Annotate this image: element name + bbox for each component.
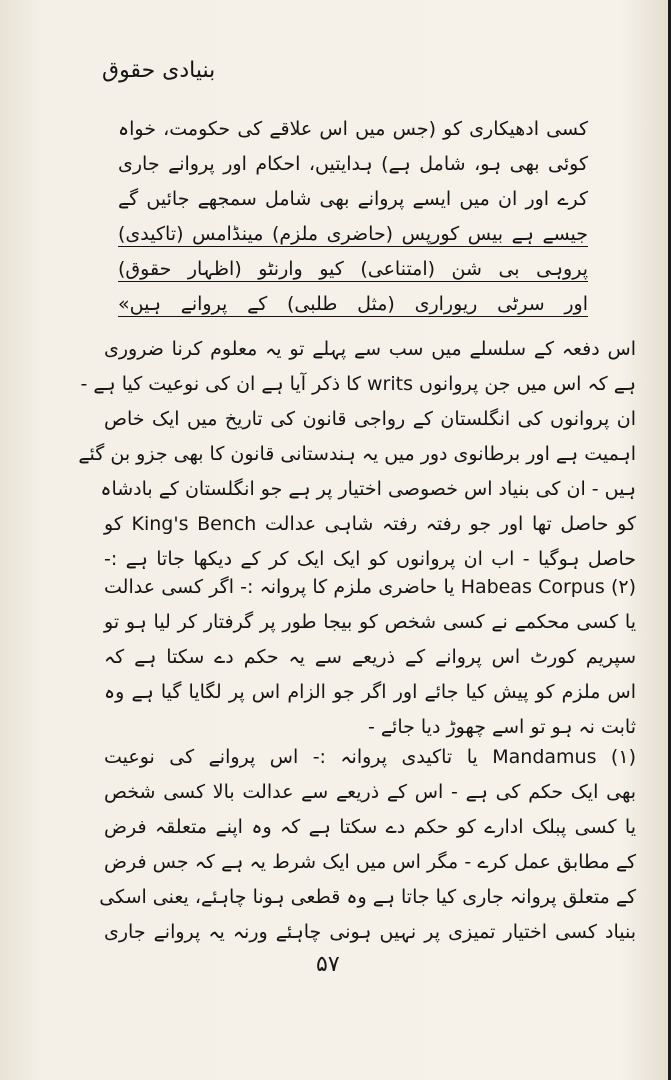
paragraph-habeas-corpus <box>104 570 636 745</box>
quote-line: جیسے ہے بیس کورپس (حاضری ملزم) مینڈامس (تاکیدی) <box>118 223 588 245</box>
text-line: حاصل ہوگیا - اب ان پروانوں کو ایک ایک کر کے دیکھا جاتا ہے :- <box>104 548 636 570</box>
text-line: سپریم کورٹ اس پروانے کے ذریعے سے یہ حکم دے سکتا ہے کہ <box>104 646 636 668</box>
text-line: کو حاصل تھا اور جو رفتہ رفتہ شاہی عدالت King's Bench کو <box>104 513 636 535</box>
text-line: ثابت نہ ہو تو اسے چھوڑ دیا جائے - <box>368 716 636 738</box>
quote-line: کوئی بھی ہو، شامل ہے) ہدایتیں، احکام اور پروانے جاری <box>118 153 588 175</box>
text-line: کے مطابق عمل کرے - مگر اس میں ایک شرط یہ ہے کہ جس فرض <box>104 851 636 873</box>
page-number: ۵۷ <box>316 952 340 977</box>
text-line: ہے کہ اس میں جن پروانوں writs کا ذکر آیا ہے ان کی نوعیت کیا ہے - <box>80 373 636 395</box>
quote-line: پروہی بی شن (امتناعی) کیو وارنٹو (اظہار حقوق) <box>118 258 588 280</box>
quote-line: کرے اور ان میں ایسے پروانے بھی شامل سمجھے جائیں گے <box>118 188 588 210</box>
quoted-clause <box>118 112 588 322</box>
paragraph-writs-intro <box>78 332 636 577</box>
text-line: ان پروانوں کی انگلستان کے رواجی قانون کی تاریخ میں ایک خاص <box>104 408 636 430</box>
quote-line: کسی ادھیکاری کو (جس میں اس علاقے کی حکومت، خواہ <box>118 118 588 140</box>
paragraph-mandamus <box>99 740 636 950</box>
quote-line: اور سرٹی ریوراری (مثل طلبی) کے پروانے ہیں» <box>118 293 588 315</box>
text-line: بھی ایک حکم کی ہے - اس کے ذریعے سے عدالت بالا کسی شخص <box>104 781 636 803</box>
text-line: یا کسی محکمے نے کسی شخص کو بیجا طور پر گرفتار کر لیا ہو تو <box>104 611 636 633</box>
text-line: کے متعلق پروانہ جاری کیا جاتا ہے وہ قطعی ہونا چاہئے، یعنی اسکی <box>99 886 636 908</box>
text-line: اہمیت ہے اور برطانوی دور میں یہ ہندستانی قانون کا بھی جزو بن گئے <box>78 443 636 465</box>
text-line: اس ملزم کو پیش کیا جائے اور اگر جو الزام اس پر لگایا گیا ہے وہ <box>104 681 636 703</box>
text-line: یا کسی پبلک ادارے کو حکم دے سکتا ہے کہ وہ اپنے متعلقہ فرض <box>104 816 636 838</box>
text-line: اس دفعہ کے سلسلے میں سب سے پہلے تو یہ معلوم کرنا ضروری <box>104 338 636 360</box>
text-line: بنیاد کسی اختیار تمیزی پر نہیں ہونی چاہئے ورنہ یہ پروانے جاری <box>104 921 636 943</box>
text-line: (۲) Habeas Corpus یا حاضری ملزم کا پروانہ :- اگر کسی عدالت <box>104 576 636 598</box>
running-head: بنیادی حقوق <box>102 58 216 83</box>
text-line: (۱) Mandamus یا تاکیدی پروانہ :- اس پروانے کی نوعیت <box>104 746 636 768</box>
text-line: ہیں - ان کی بنیاد اس خصوصی اختیار پر ہے جو انگلستان کے بادشاہ <box>100 478 636 500</box>
